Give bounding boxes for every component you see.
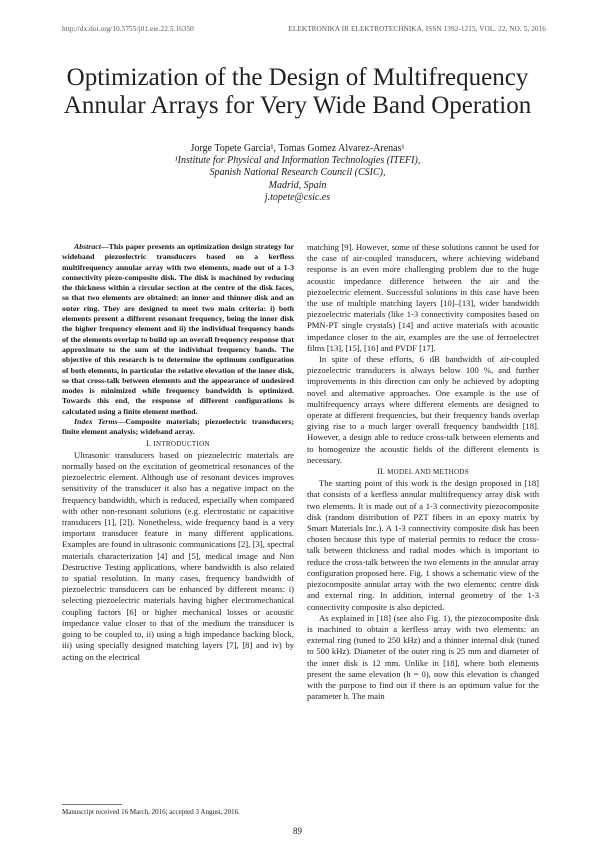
doi-link[interactable]: http://dx.doi.org/10.5755/j01.eie.22.5.16350 [62,25,194,33]
footnote-rule [62,804,122,805]
index-terms-text: —Composite materials; piezoelectric transducers; finite element analysis; wideband array. [62,417,295,437]
paragraph: In spite of these efforts, 6 dB bandwidth of air-coupled piezoelectric transducers is always below 100 %, and further improvements in this direction can only be achieved by adopting novel and alternative approaches. One example is the use of multifrequency arrays where different elements are designed to operate at different frequencies, but their frequency bands overlap giving rise to a much larger overall frequency bandwidth [18]. However, a design able to reduce cross-talk between elements and to homogenize the acoustic fields of the different elements is necessary. [307,354,539,465]
authors: Jorge Topete Garcia¹, Tomas Gomez Alvarez-Arenas¹ [190,143,405,154]
section-heading-introduction [62,438,294,450]
affiliation-line: Spanish National Research Council (CSIC), [209,167,386,179]
abstract-lead: Abstract [74,242,101,251]
affiliation-line: ¹Institute for Physical and Information Technologies (ITEFI), [174,155,421,166]
paper-title: Optimization of the Design of Multifrequency Annular Arrays for Very Wide Band Operation [63,64,532,119]
section-number: I. [146,437,152,448]
journal-header: ELEKTRONIKA IR ELEKTROTECHNIKA, ISSN 1392-1215, VOL. 22, NO. 5, 2016 [288,25,546,33]
affiliation-line: Madrid, Spain [268,179,327,191]
section-title: MODEL AND METHODS [387,468,469,477]
paragraph: Ultrasonic transducers based on piezoelectric materials are normally based on the excitation of geometrical resonances of the piezoelectric element. Although use of resonant devices improves sensitivity of the transducer it also has a negative impact on the frequency bandwidth, which is reduced, especially when compared with other non-resonant solutions (e.g. electrostatic or capacitive transducers [1], [2]). Nonetheless, wide frequency band is a very important transducer feature in many different applications. Examples are found in ultrasonic communications [2], [3], spectral materials characterization [4] and [5], medical image and Non Destructive Testing applications, where bandwidth is also related to spatial resolution. In many cases, frequency bandwidth of piezoelectric transducers can be enhanced by different means: i) selecting piezoelectric materials having higher electromechanical coupling factors [6] or higher mechanical losses or acoustic impedance value closer to that of the medium the transducer is going to be coupled to, ii) using a high impedance backing block, iii) using specially designed matching layers [7], [8] and iv) by acting on the electrical [62,449,294,662]
abstract [62,242,294,417]
section-heading-methods [307,466,539,478]
paragraph: As explained in [18] (see also Fig. 1), the piezocomposite disk is machined to obtain a kerfless array with two elements: an external ring (tuned to 250 kHz) and a thinner internal disk (tuned to 500 kHz). Diameter of the outer ring is 25 mm and diameter of the inner disk is 12 mm. Unlike in [18], where both elements present the same elevation (h = 0), now this elevation is changed with the purpose to find out if there is an optimum value for the parameter h. The main [307,612,539,702]
right-column [307,242,539,702]
footnote: Manuscript received 16 March, 2016; accepted 3 August, 2016. [62,808,240,816]
left-column [62,242,294,663]
author-email[interactable]: j.topete@csic.es [264,192,331,204]
abstract-text: —This paper presents an optimization design strategy for wideband piezoelectric transducers based on a kerfless multifrequency annular array with two elements, made out of a 1-3 connectivity piezo-composite disk. The disk is machined by reducing the thickness within a circular section at the centre of the disk faces, so that two elements are obtained: an inner and thinner disk and an outer ring. They are designed to meet two main criteria: i) both elements present a different resonant frequency, being the inner disk the higher frequency element and ii) the individual frequency bands of the elements overlap to build up an overall frequency response that approximate to the sum of the individual frequency bands. The objective of this research is to determine the optimum configuration of both elements, in particular the relative elevation of the inner disk, so that cross-talk between elements and the appearance of undesired modes is minimized while frequency bandwidth is optimized. Towards this end, the response of different configurations is calculated using a finite element method. [62,242,294,416]
paragraph: matching [9]. However, some of these solutions cannot be used for the case of air-coupled transducers, where achieving wideband response is an even more challenging problem due to the huge acoustic impedance difference between the air and the piezoelectric element. Successful solutions in this case have been the use of multiple matching layers [10]–[13], wider bandwidth piezoelectric materials (like 1-3 connectivity composites based on PMN-PT single crystals) [14] and active materials with acoustic impedance closer to the air, examples are the use of ferroelectret films [13], [15], [16] and PVDF [17]. [307,242,539,353]
page-number: 89 [293,826,302,836]
paragraph: The starting point of this work is the design proposed in [18] that consists of a kerfless annular multifrequency array disk with two elements. It is made out of a 1-3 connectivity piezocomposite disk (random distribution of PZT fibers in an epoxy matrix by Smart Materials Inc.). A 1-3 connectivity composite disk has been chosen because this type of material permits to reduce the cross-talk between thickness and radial modes which is important to reduce the cross-talk between the two elements in the annular array configuration proposed here. Fig. 1 shows a schematic view of the piezocomposite annular array with the two elements: centre disk and external ring. In addition, internal geometry of the 1-3 connectivity composite is also depicted. [307,478,539,612]
section-title: INTRODUCTION [153,439,210,448]
affiliation [60,155,535,205]
index-terms [62,417,294,438]
section-number: II. [377,466,385,477]
index-terms-lead: Index Terms [74,417,118,427]
